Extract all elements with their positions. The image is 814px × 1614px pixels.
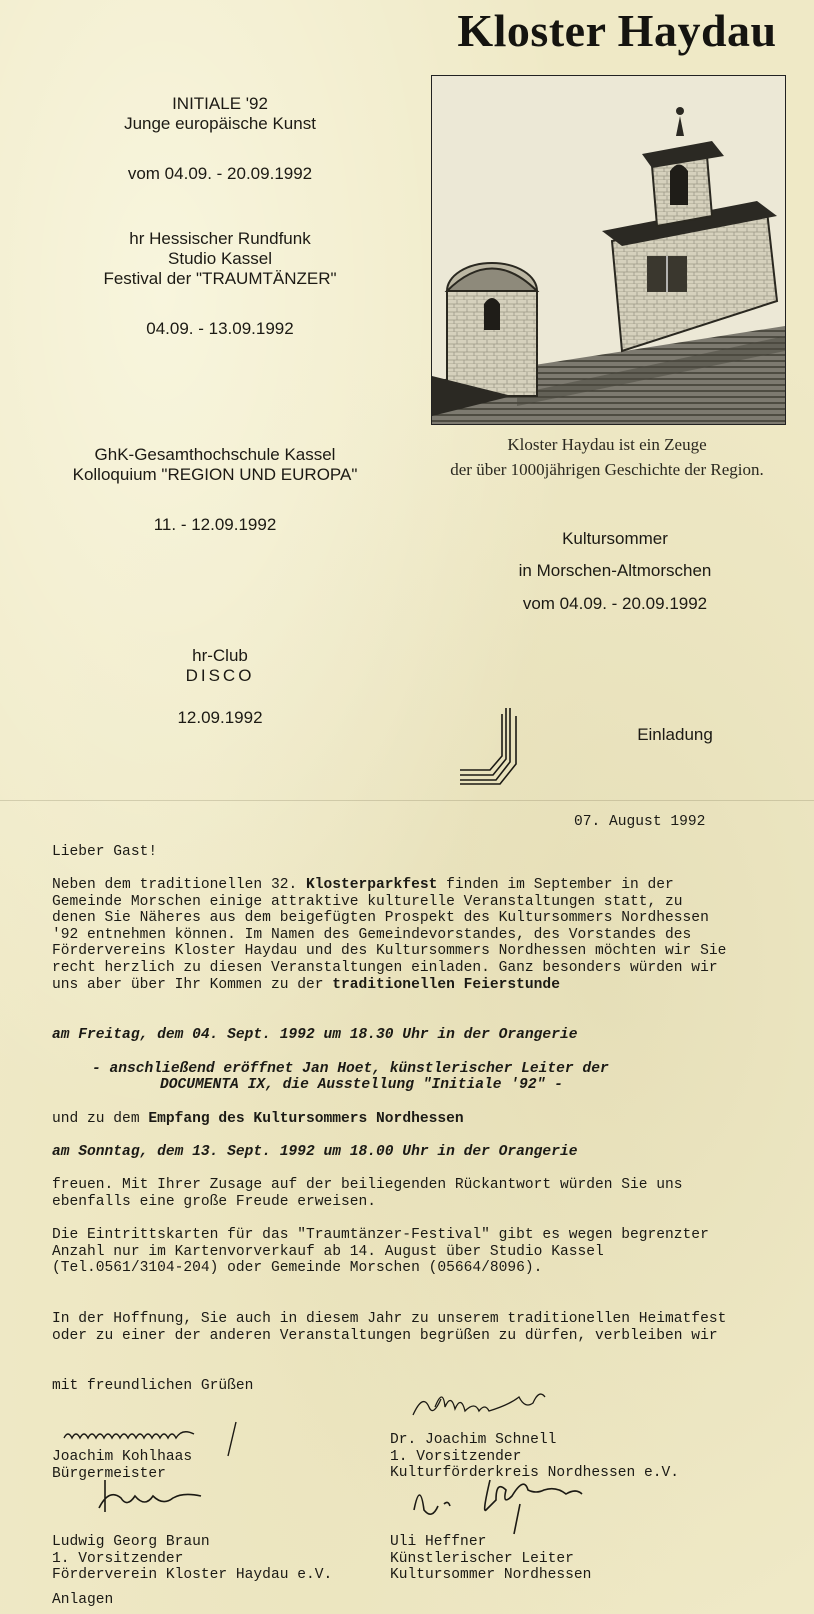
kultursommer-title: Kultursommer xyxy=(562,529,668,548)
p1-text-a: Neben dem traditionellen 32. xyxy=(52,877,306,893)
signer-braun-name: Ludwig Georg Braun xyxy=(52,1534,210,1550)
event-traumtaenzer-line2: Studio Kassel xyxy=(168,249,272,268)
signer-braun-org: Förderverein Kloster Haydau e.V. xyxy=(52,1567,333,1584)
event-kolloquium-dates: 11. - 12.09.1992 xyxy=(153,515,277,534)
signer-schnell-name: Dr. Joachim Schnell xyxy=(390,1432,557,1448)
signature-braun xyxy=(95,1478,225,1528)
event-friday-note-1: - anschließend eröffnet Jan Hoet, künstlerischer Leiter der xyxy=(92,1061,609,1077)
signer-braun xyxy=(52,1534,382,1584)
letter-date: 07. August 1992 xyxy=(574,814,706,830)
event-initiale xyxy=(60,94,380,184)
photo-caption-line1: Kloster Haydau ist ein Zeuge xyxy=(507,435,707,454)
event-friday-note-2: DOCUMENTA IX, die Ausstellung "Initiale '92" - xyxy=(160,1077,563,1093)
p1-text-feierstunde: traditionellen Feierstunde xyxy=(332,976,560,993)
fold-line xyxy=(0,800,814,801)
flyer-title: Kloster Haydau xyxy=(457,5,777,56)
kultursommer-block xyxy=(440,529,790,614)
event-initiale-name: INITIALE '92 xyxy=(172,94,268,113)
letter-enclosures: Anlagen xyxy=(52,1592,114,1608)
photo-caption-line2: der über 1000jährigen Geschichte der Region. xyxy=(450,460,764,479)
signer-schnell xyxy=(390,1432,750,1482)
event-traumtaenzer xyxy=(60,229,380,339)
event-disco-line1: hr-Club xyxy=(192,646,248,665)
event-disco xyxy=(60,646,380,728)
event-kolloquium-line2: Kolloquium "REGION UND EUROPA" xyxy=(72,465,358,484)
signer-heffner-role: Künstlerischer Leiter xyxy=(390,1550,574,1567)
p1-text-c: finden im September in der Gemeinde Morschen einige attraktive kulturelle Veranstaltungen statt, zu denen Sie Näheres aus dem beigefügten Prospekt des Kultursommers Nordhessen '92 entnehmen können. Im Namen des Gemeindevorstandes, des Vorstandes des Fördervereins Kloster Haydau und des Kultursommers Nordhessen möchten wir Sie recht herzlich zu diesen Veranstaltungen einladen. Ganz besonders würden wir uns aber über Ihr Kommen zu der xyxy=(52,877,727,993)
kultursommer-dates: vom 04.09. - 20.09.1992 xyxy=(522,594,708,613)
event-initiale-dates: vom 04.09. - 20.09.1992 xyxy=(127,164,313,183)
letter-closing: mit freundlichen Grüßen xyxy=(52,1378,254,1394)
event-friday-line: am Freitag, dem 04. Sept. 1992 um 18.30 Uhr in der Orangerie xyxy=(52,1027,578,1043)
event-kolloquium-line1: GhK-Gesamthochschule Kassel xyxy=(94,445,336,464)
signer-kohlhaas xyxy=(52,1435,382,1482)
event-initiale-subtitle: Junge europäische Kunst xyxy=(124,114,316,133)
p1-text-klosterparkfest: Klosterparkfest xyxy=(305,877,438,893)
event-kolloquium xyxy=(40,445,390,535)
kultursommer-logo xyxy=(458,706,538,786)
event-traumtaenzer-dates: 04.09. - 13.09.1992 xyxy=(146,319,294,338)
signer-kohlhaas-role: Bürgermeister xyxy=(52,1465,166,1482)
event-sunday-line: am Sonntag, dem 13. Sept. 1992 um 18.00 Uhr in der Orangerie xyxy=(52,1144,578,1160)
signer-kohlhaas-name: Joachim Kohlhaas xyxy=(52,1449,193,1465)
letter-paragraph-5: In der Hoffnung, Sie auch in diesem Jahr zu unserem traditionellen Heimatfest oder zu einer der anderen Veranstaltungen begrüßen zu dürfen, verbleiben wir xyxy=(52,1311,727,1344)
event-traumtaenzer-line3: Festival der "TRAUMTÄNZER" xyxy=(103,269,337,288)
letter-paragraph-1 xyxy=(52,877,734,993)
kloster-photo xyxy=(431,75,786,425)
signer-heffner-name: Uli Heffner xyxy=(390,1534,487,1550)
letter-paragraph-4: Die Eintrittskarten für das "Traumtänzer-Festival" gibt es wegen begrenzter Anzahl nur im Kartenvorverkauf ab 14. August über Studio Kassel (Tel.0561/3104-204) oder Gemeinde Morschen (05664/8096). xyxy=(52,1227,709,1277)
event-disco-dates: 12.09.1992 xyxy=(177,708,263,727)
letter-salutation: Lieber Gast! xyxy=(52,844,158,860)
letter-paragraph-2 xyxy=(52,1111,752,1128)
p2-text-empfang: Empfang des Kultursommers Nordhessen xyxy=(148,1111,464,1127)
signature-schnell xyxy=(405,1385,575,1425)
event-traumtaenzer-line1: hr Hessischer Rundfunk xyxy=(129,229,311,248)
invitation-label: Einladung xyxy=(637,725,713,744)
signer-schnell-org: Kulturförderkreis Nordhessen e.V. xyxy=(390,1465,680,1482)
event-disco-line2: DISCO xyxy=(185,666,255,685)
kloster-towers-illustration xyxy=(432,76,785,424)
p2-text-a: und zu dem xyxy=(52,1111,149,1127)
photo-caption xyxy=(400,432,814,482)
signer-braun-role: 1. Vorsitzender xyxy=(52,1550,184,1567)
kultursommer-location: in Morschen-Altmorschen xyxy=(518,561,712,580)
signer-heffner xyxy=(390,1534,750,1584)
signer-heffner-org: Kultursommer Nordhessen xyxy=(390,1567,592,1584)
signer-schnell-role: 1. Vorsitzender xyxy=(390,1448,522,1465)
letter-paragraph-3: freuen. Mit Ihrer Zusage auf der beiliegenden Rückantwort würden Sie uns ebenfalls eine große Freude erweisen. xyxy=(52,1177,683,1210)
